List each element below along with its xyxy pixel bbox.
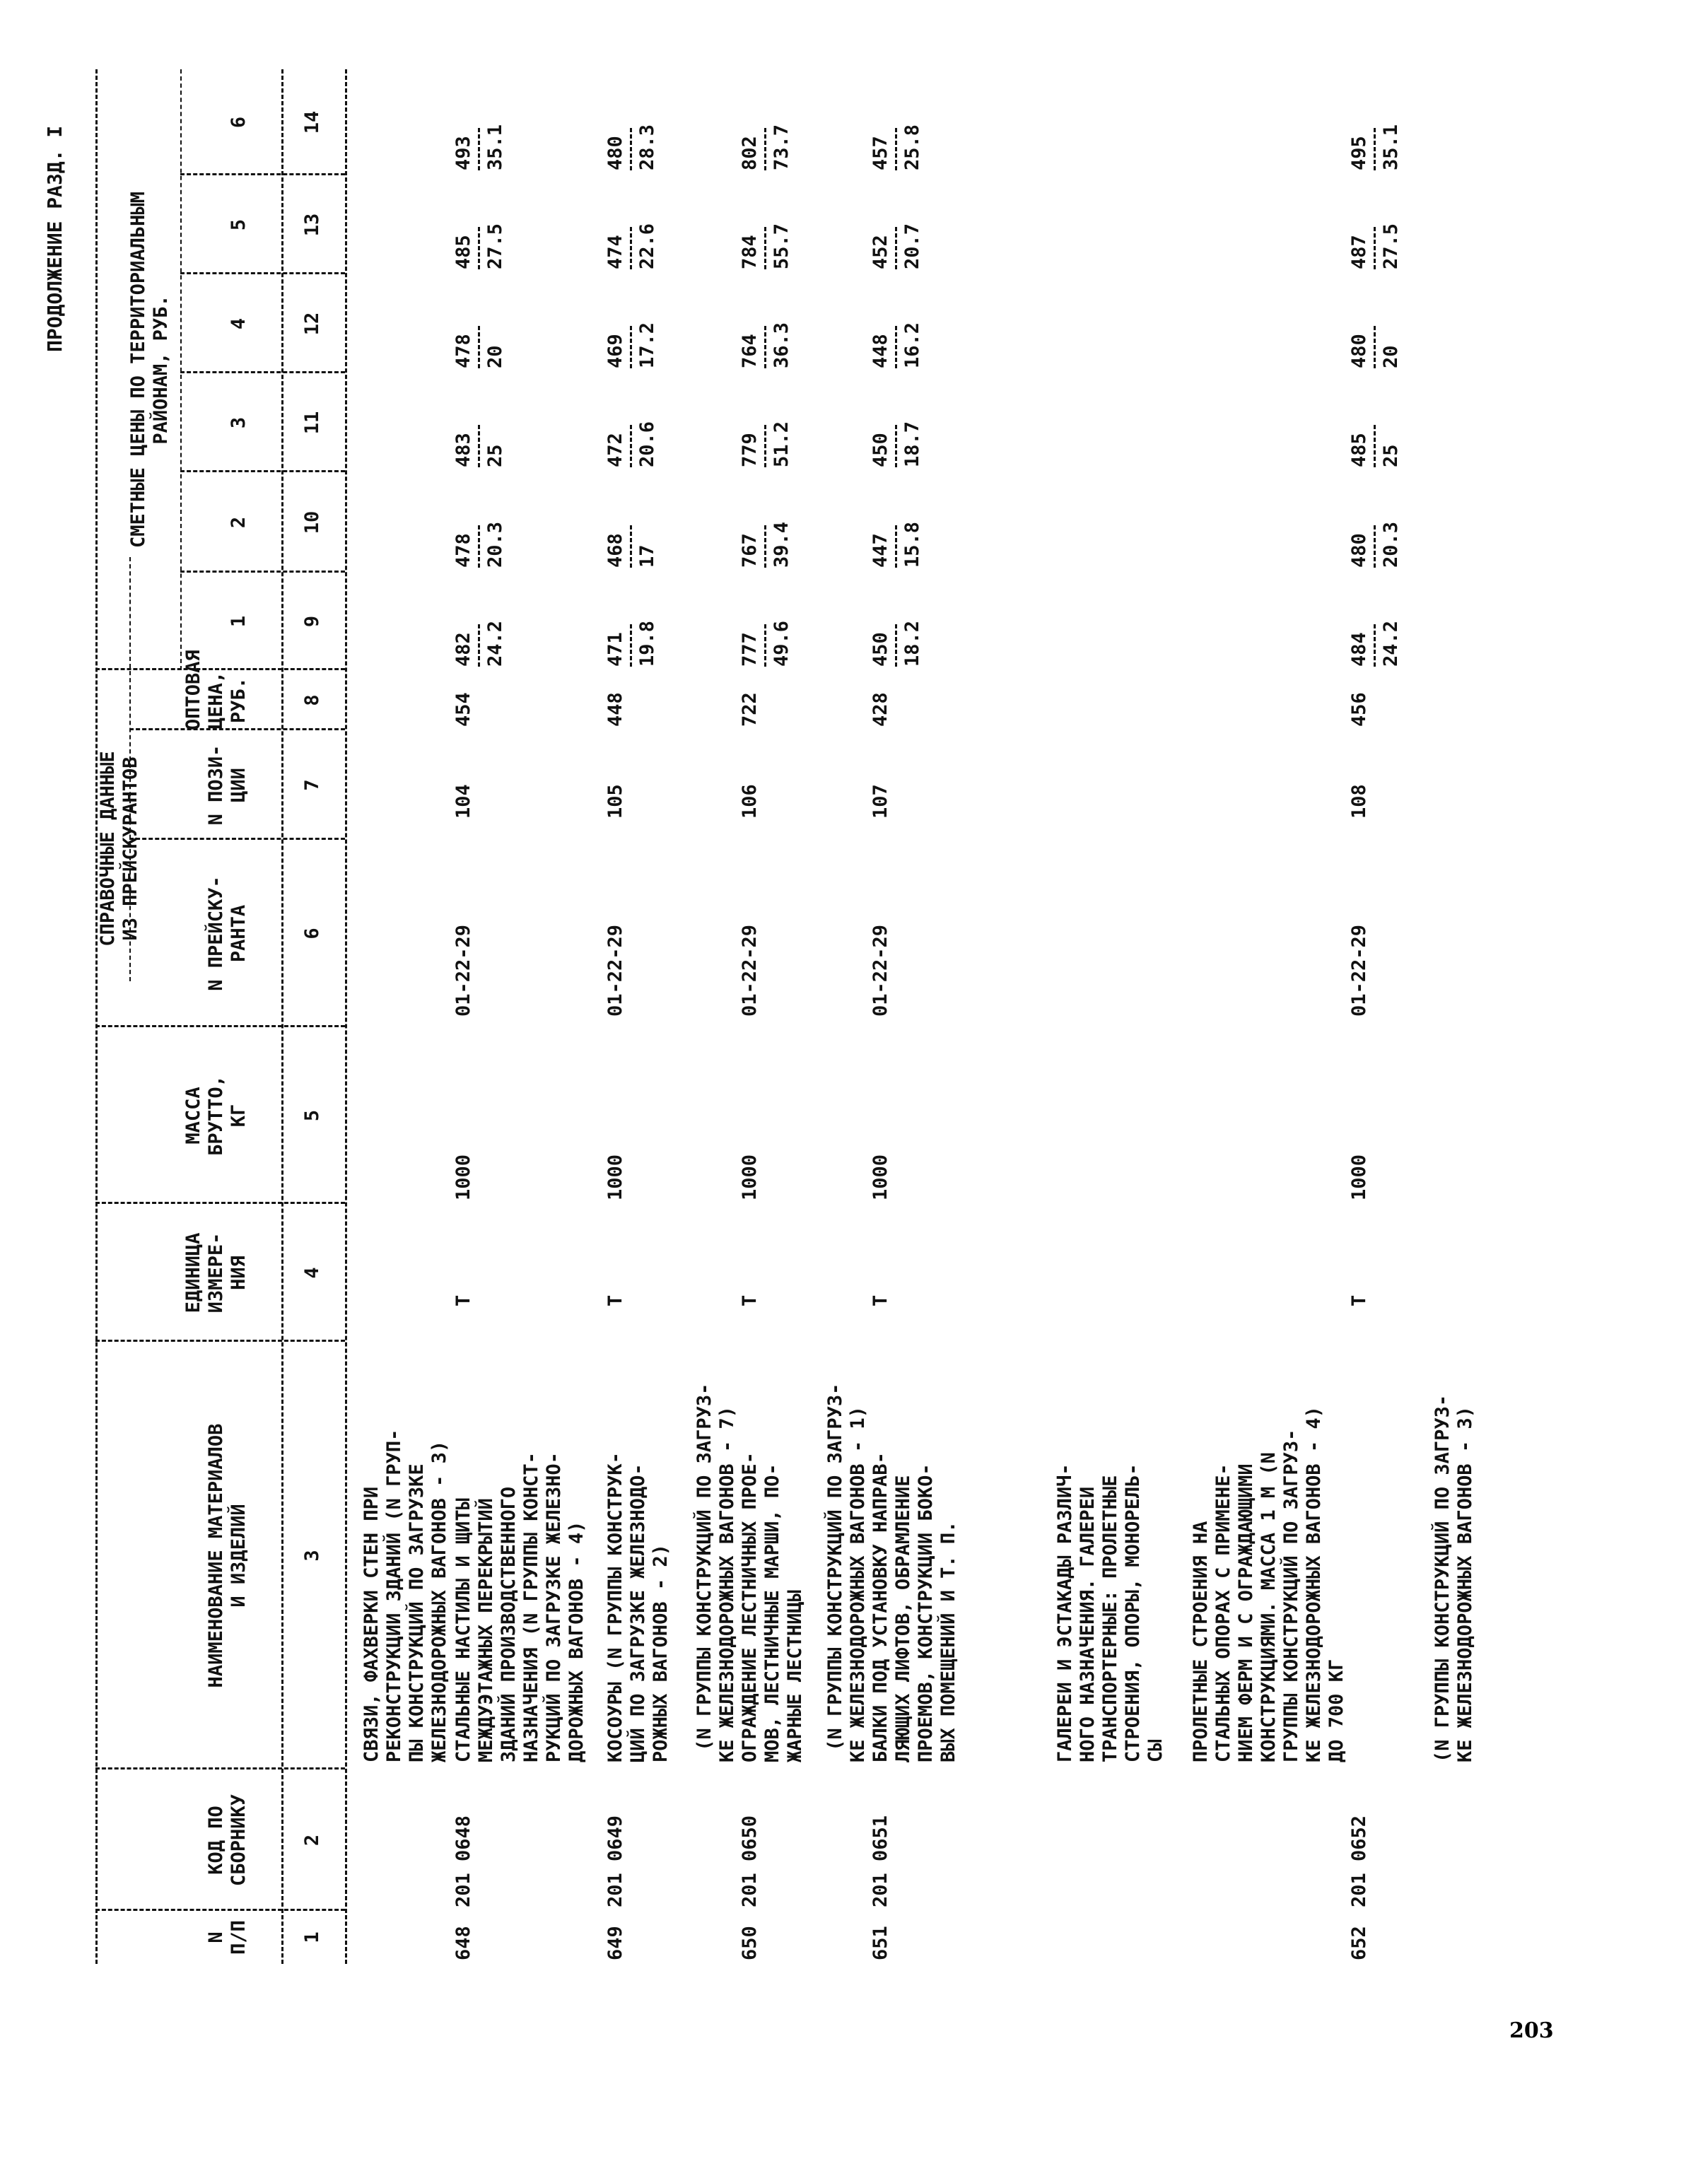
column-number-7: 7 xyxy=(301,779,323,791)
row-wholesale-price: 428 xyxy=(870,692,891,727)
column-number-10: 10 xyxy=(301,510,323,534)
price-subheader-rule xyxy=(180,69,182,670)
row-code: 201 0650 xyxy=(739,1815,761,1907)
header-bottom-rule xyxy=(281,69,283,1964)
row-number: 651 xyxy=(870,1926,891,1960)
row-unit: Т xyxy=(870,1294,891,1306)
row-name: СТАЛЬНЫЕ НАСТИЛЫ И ЩИТЫ МЕЖДУЭТАЖНЫХ ПЕРЕКРЫТИЙ ЗДАНИЙ ПРОИЗВОДСТВЕННОГО НАЗНАЧЕНИЯ (N ГРУППЫ КОНСТ- РУКЦИЙ ПО ЗАГРУЗКЕ ЖЕЛЕЗНО- ДОРОЖНЫХ ВАГОНОВ - 4) xyxy=(452,1452,587,1762)
trailing-note-text: (N ГРУППЫ КОНСТРУКЦИЙ ПО ЗАГРУЗ- КЕ ЖЕЛЕЗНОДОРОЖНЫХ ВАГОНОВ - 3) xyxy=(1432,1394,1476,1762)
page-number: 203 xyxy=(1509,2018,1554,2043)
header-unit: ЕДИНИЦА ИЗМЕРЕ- НИЯ xyxy=(182,1232,250,1314)
row-wholesale-price: 722 xyxy=(739,692,761,727)
row-name: (N ГРУППЫ КОНСТРУКЦИЙ ПО ЗАГРУЗ- КЕ ЖЕЛЕЗНОДОРОЖНЫХ ВАГОНОВ - 7) ОГРАЖДЕНИЕ ЛЕСТНИЧНЫХ ПРОЕ- МОВ, ЛЕСТНИЧНЫЕ МАРШИ, ПО- ЖАРНЫЕ ЛЕСТНИЦЫ xyxy=(694,1383,806,1762)
row-code: 201 0649 xyxy=(604,1815,626,1907)
column-number-2: 2 xyxy=(301,1834,323,1847)
header-district-5: 5 xyxy=(228,218,250,231)
price-district-4: 448 16.2 xyxy=(870,322,923,368)
row-number: 649 xyxy=(604,1926,626,1960)
header-district-1: 1 xyxy=(228,615,250,628)
header-price-list-number: N ПРЕЙСКУ- РАНТА xyxy=(205,876,250,991)
row-unit: Т xyxy=(452,1294,474,1306)
row-mass: 1000 xyxy=(1348,1154,1370,1200)
row-mass: 1000 xyxy=(452,1154,474,1200)
column-number-4: 4 xyxy=(301,1267,323,1279)
price-district-4: 478 20 xyxy=(452,291,507,368)
header-material-name: НАИМЕНОВАНИЕ МАТЕРИАЛОВ И ИЗДЕЛИЙ xyxy=(205,1423,250,1688)
price-district-1: 471 19.8 xyxy=(604,620,658,667)
column-number-14: 14 xyxy=(301,110,323,134)
header-code: КОД ПО СБОРНИКУ xyxy=(205,1794,250,1887)
price-district-3: 472 20.6 xyxy=(604,421,658,467)
row-name: (N ГРУППЫ КОНСТРУКЦИЙ ПО ЗАГРУЗ- КЕ ЖЕЛЕЗНОДОРОЖНЫХ ВАГОНОВ - 1) БАЛКИ ПОД УСТАНОВКУ НАПРАВ- ЛЯЮЩИХ ЛИФТОВ, ОБРАМЛЕНИЕ ПРОЕМОВ, КОНСТРУКЦИИ БОКО- ВЫХ ПОМЕЩЕНИЙ И Т. П. xyxy=(824,1383,959,1762)
continuation-note: ПРОДОЛЖЕНИЕ РАЗД. I xyxy=(43,125,66,352)
price-district-1: 484 24.2 xyxy=(1348,620,1402,667)
row-mass: 1000 xyxy=(870,1154,891,1200)
row-number: 650 xyxy=(739,1926,761,1960)
row-code: 201 0651 xyxy=(870,1815,891,1907)
row-unit: Т xyxy=(739,1294,761,1306)
row-position: 104 xyxy=(452,784,474,819)
price-district-6: 802 73.7 xyxy=(739,124,792,170)
row-price-list: 01-22-29 xyxy=(739,924,761,1017)
section-intro-text: СВЯЗИ, ФАХВЕРКИ СТЕН ПРИ РЕКОНСТРУКЦИИ ЗДАНИЙ (N ГРУП- ПЫ КОНСТРУКЦИЙ ПО ЗАГРУЗКЕ ЖЕЛЕЗНОДОРОЖНЫХ ВАГОНОВ - 3) xyxy=(361,1429,450,1762)
column-number-9: 9 xyxy=(301,615,323,628)
row-position: 105 xyxy=(604,784,626,819)
price-district-1: 450 18.2 xyxy=(870,620,923,667)
price-district-4: 469 17.2 xyxy=(604,322,658,368)
row-code: 201 0648 xyxy=(452,1815,474,1907)
header-estimate-price-group: СМЕТНЫЕ ЦЕНЫ ПО ТЕРРИТОРИАЛЬНЫМ РАЙОНАМ, РУБ. xyxy=(127,192,172,548)
price-district-2: 767 39.4 xyxy=(739,521,792,568)
row-price-list: 01-22-29 xyxy=(1348,924,1370,1017)
column-number-6: 6 xyxy=(301,928,323,940)
column-number-1: 1 xyxy=(301,1931,323,1943)
price-district-5: 784 55.7 xyxy=(739,223,792,269)
column-number-11: 11 xyxy=(301,411,323,435)
price-district-3: 485 25 xyxy=(1348,390,1403,467)
column-number-12: 12 xyxy=(301,312,323,336)
price-district-5: 452 20.7 xyxy=(870,223,923,269)
price-district-6: 480 28.3 xyxy=(604,124,658,170)
row-position: 107 xyxy=(870,784,891,819)
header-gross-mass: МАССА БРУТТО, КГ xyxy=(182,1075,250,1156)
column-number-13: 13 xyxy=(301,213,323,237)
column-number-3: 3 xyxy=(301,1550,323,1562)
row-wholesale-price: 456 xyxy=(1348,692,1370,727)
price-district-1: 482 24.2 xyxy=(452,620,506,667)
price-district-4: 480 20 xyxy=(1348,291,1403,368)
header-row-number: N П/П xyxy=(205,1920,250,1955)
row-code: 201 0652 xyxy=(1348,1815,1370,1907)
price-district-3: 483 25 xyxy=(452,390,507,467)
price-district-5: 487 27.5 xyxy=(1348,223,1402,269)
price-district-2: 447 15.8 xyxy=(870,521,923,568)
row-mass: 1000 xyxy=(604,1154,626,1200)
row-mass: 1000 xyxy=(739,1154,761,1200)
row-wholesale-price: 448 xyxy=(604,692,626,727)
header-position-number: N ПОЗИ- ЦИИ xyxy=(205,744,250,826)
price-district-5: 474 22.6 xyxy=(604,223,658,269)
price-district-1: 777 49.6 xyxy=(739,620,792,667)
row-unit: Т xyxy=(604,1294,626,1306)
row-name: КОСОУРЫ (N ГРУППЫ КОНСТРУК- ЦИЙ ПО ЗАГРУЗКЕ ЖЕЛЕЗНОДО- РОЖНЫХ ВАГОНОВ - 2) xyxy=(604,1452,672,1762)
price-district-2: 468 17 xyxy=(604,490,659,568)
price-district-6: 457 25.8 xyxy=(870,124,923,170)
header-district-3: 3 xyxy=(228,416,250,429)
header-reference-group: СПРАВОЧНЫЕ ДАННЫЕ ИЗ ПРЕЙСКУРАНТОВ xyxy=(97,751,141,947)
price-district-6: 495 35.1 xyxy=(1348,124,1402,170)
column-number-rule xyxy=(345,69,347,1964)
price-district-5: 485 27.5 xyxy=(452,223,506,269)
price-district-3: 450 18.7 xyxy=(870,421,923,467)
row-number: 652 xyxy=(1348,1926,1370,1960)
header-district-4: 4 xyxy=(228,317,250,330)
row-price-list: 01-22-29 xyxy=(452,924,474,1017)
price-district-3: 779 51.2 xyxy=(739,421,792,467)
row-position: 106 xyxy=(739,784,761,819)
row-wholesale-price: 454 xyxy=(452,692,474,727)
price-district-2: 478 20.3 xyxy=(452,521,506,568)
row-position: 108 xyxy=(1348,784,1370,819)
header-wholesale-price: ОПТОВАЯ ЦЕНА, РУБ. xyxy=(182,650,250,730)
price-district-4: 764 36.3 xyxy=(739,322,792,368)
row-unit: Т xyxy=(1348,1294,1370,1306)
column-number-5: 5 xyxy=(301,1109,323,1122)
row-price-list: 01-22-29 xyxy=(604,924,626,1017)
header-district-6: 6 xyxy=(228,116,250,129)
row-number: 648 xyxy=(452,1926,474,1960)
header-district-2: 2 xyxy=(228,516,250,529)
price-district-2: 480 20.3 xyxy=(1348,521,1402,568)
row-price-list: 01-22-29 xyxy=(870,924,891,1017)
column-number-8: 8 xyxy=(301,694,323,706)
price-district-6: 493 35.1 xyxy=(452,124,506,170)
row-name: ГАЛЕРЕИ И ЭСТАКАДЫ РАЗЛИЧ- НОГО НАЗНАЧЕНИЯ. ГАЛЕРЕИ ТРАНСПОРТЕРНЫЕ: ПРОЛЕТНЫЕ СТРОЕНИЯ, ОПОРЫ, МОНОРЕЛЬ- СЫ ПРОЛЕТНЫЕ СТРОЕНИЯ НА СТАЛЬНЫХ ОПОРАХ С ПРИМЕНЕ- НИЕМ ФЕРМ И С ОГРАЖДАЮЩИМИ КОНСТРУКЦИЯМИ. МАССА 1 М (N ГРУППЫ КОНСТРУКЦИЙ ПО ЗАГРУЗ- КЕ ЖЕЛЕЗНОДОРОЖНЫХ ВАГОНОВ - 4) ДО 700 КГ xyxy=(1054,1406,1347,1762)
